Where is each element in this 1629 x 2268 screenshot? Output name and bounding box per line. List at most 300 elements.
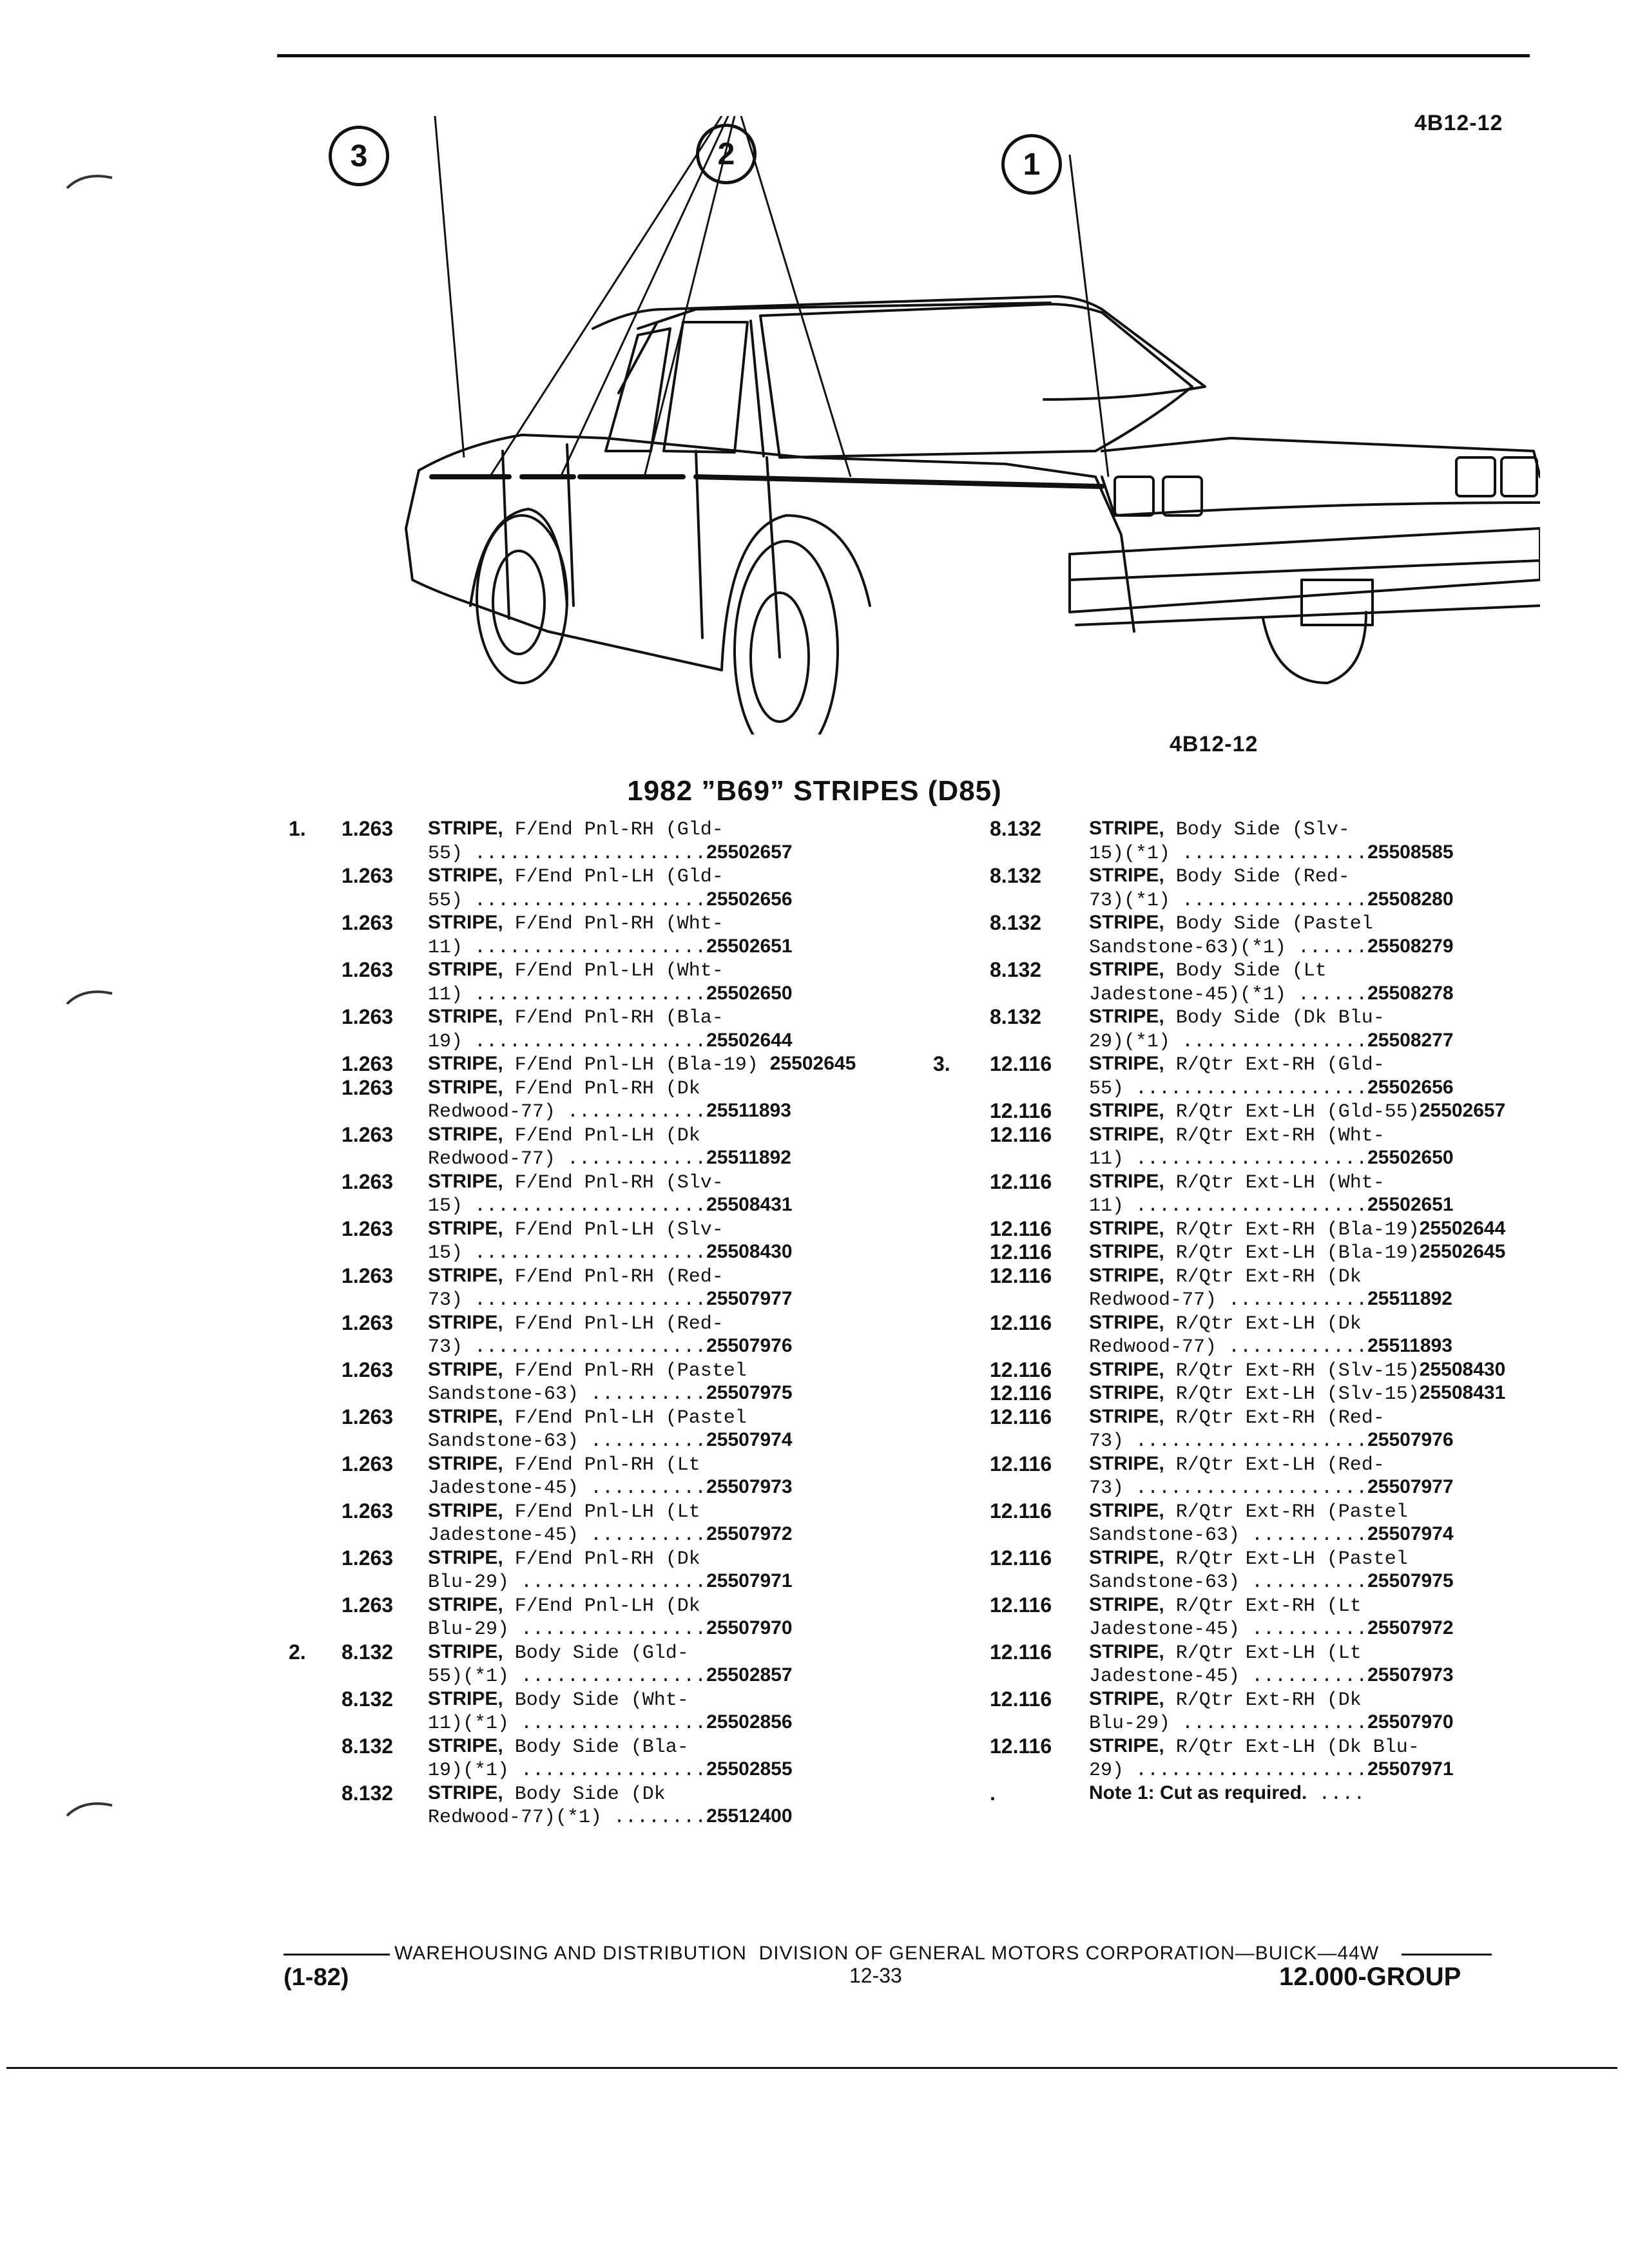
- entry-page-ref: 12.116: [990, 1358, 1052, 1381]
- entry-part-number: 25502857: [706, 1664, 793, 1686]
- entry-keyword: STRIPE,: [428, 1735, 503, 1756]
- footer-date: (1-82): [284, 1964, 349, 1991]
- entry-page-ref: 12.116: [990, 1122, 1052, 1146]
- entry-keyword: STRIPE,: [1089, 959, 1164, 980]
- entry-description: R/Qtr Ext-LH (Slv-15): [1164, 1383, 1420, 1405]
- entry-description: R/Qtr Ext-RH (Slv-15): [1164, 1360, 1420, 1382]
- entry-page-ref: 12.116: [990, 1216, 1052, 1240]
- entry-keyword: STRIPE,: [428, 1217, 503, 1239]
- entry-line: [428, 935, 863, 959]
- entry-keyword: STRIPE,: [1089, 1735, 1164, 1756]
- entry-description: R/Qtr Ext-LH (Red-: [1164, 1454, 1385, 1476]
- side-window-rear: [664, 322, 747, 452]
- entry-line: [428, 1099, 863, 1123]
- entry-line: [428, 1805, 863, 1829]
- entry-line: [428, 1170, 863, 1194]
- entry-description: Blu-29) ................: [428, 1619, 707, 1640]
- entry-part-number: 25508585: [1367, 841, 1454, 863]
- entry-description: Blu-29) ................: [1089, 1713, 1368, 1735]
- entry-page-ref: 1.263: [342, 1122, 394, 1146]
- parts-entry: [284, 1546, 863, 1593]
- entry-line: [428, 888, 863, 912]
- entry-part-number: 25502650: [706, 982, 793, 1004]
- entry-keyword: STRIPE,: [1089, 1123, 1164, 1145]
- entry-page-ref: 1.263: [342, 1005, 394, 1028]
- entry-keyword: STRIPE,: [1089, 1499, 1164, 1521]
- entry-description: F/End Pnl-LH (Lt: [503, 1501, 700, 1523]
- entry-line: [1089, 1711, 1514, 1735]
- entry-line: [428, 911, 863, 935]
- entry-part-number: 25502650: [1367, 1147, 1454, 1168]
- parts-entry: [928, 1593, 1514, 1640]
- parts-entry: [928, 1735, 1514, 1782]
- entry-description: 55) ....................: [428, 889, 707, 912]
- entry-line: [428, 841, 863, 865]
- entry-line: [428, 1240, 863, 1264]
- callout-3: 3: [329, 126, 389, 186]
- entry-page-ref: 8.132: [990, 958, 1042, 981]
- entry-line: [428, 1123, 863, 1147]
- entry-keyword: STRIPE,: [428, 1076, 503, 1098]
- parts-entry: [284, 1217, 863, 1264]
- entry-description: F/End Pnl-LH (Pastel: [503, 1407, 747, 1429]
- entry-part-number: 25507977: [706, 1288, 793, 1309]
- top-rule: [277, 54, 1530, 57]
- entry-line: [1089, 1687, 1514, 1711]
- entry-page-ref: 12.116: [990, 1499, 1052, 1523]
- entry-description: Body Side (Slv-: [1164, 819, 1350, 841]
- entry-line: [1089, 1499, 1514, 1523]
- parts-entry: [928, 1170, 1514, 1217]
- parts-entry: [928, 864, 1514, 911]
- entry-page-ref: 1.263: [342, 1593, 394, 1617]
- entry-keyword: STRIPE,: [1089, 1405, 1164, 1427]
- parts-entry: [284, 1076, 863, 1123]
- entry-page-ref: 1.263: [342, 1405, 394, 1428]
- parts-entry: [928, 1264, 1514, 1311]
- entry-line: [428, 1264, 863, 1288]
- entry-description: F/End Pnl-RH (Wht-: [503, 913, 724, 935]
- parts-entry: [928, 1405, 1514, 1452]
- entry-description: 11) ....................: [1089, 1195, 1368, 1217]
- entry-line: [1089, 1264, 1514, 1288]
- margin-mark-middle: [64, 985, 116, 1010]
- footer-group: 12.000-GROUP: [1279, 1963, 1461, 1991]
- entry-description: R/Qtr Ext-LH (Dk: [1164, 1312, 1362, 1335]
- entry-page-ref: 1.263: [342, 958, 394, 981]
- entry-page-ref: 12.116: [990, 1381, 1052, 1405]
- entry-line: [1089, 1217, 1514, 1241]
- entry-description: R/Qtr Ext-LH (Dk Blu-: [1164, 1736, 1420, 1758]
- entry-line: [1089, 1170, 1514, 1194]
- entry-description: Body Side (Lt: [1164, 960, 1327, 982]
- entry-keyword: STRIPE,: [1089, 1382, 1164, 1403]
- entry-line: [1089, 1664, 1514, 1687]
- entry-description: Sandstone-63) ..........: [1089, 1524, 1368, 1546]
- parts-entry: [928, 958, 1514, 1005]
- entry-line: [1089, 982, 1514, 1006]
- callout-1: 1: [1001, 134, 1062, 195]
- entry-line: [1089, 1640, 1514, 1664]
- entry-line: [428, 1287, 863, 1311]
- margin-mark-top: [64, 169, 116, 195]
- entry-description: F/End Pnl-RH (Dk: [503, 1548, 700, 1570]
- parts-entry: [284, 1640, 863, 1687]
- entry-page-ref: 1.263: [342, 1052, 394, 1075]
- entry-line: [1089, 1546, 1514, 1570]
- parts-entry: [284, 1123, 863, 1170]
- entry-page-ref: 1.263: [342, 1264, 394, 1287]
- rear-wheel: [735, 541, 838, 735]
- entry-page-ref: 8.132: [990, 864, 1042, 887]
- entry-description: 55)(*1) ................: [428, 1666, 707, 1687]
- entry-line: [1089, 1758, 1514, 1782]
- entry-description: F/End Pnl-LH (Gld-: [503, 866, 724, 888]
- entry-description: R/Qtr Ext-LH (Gld-55): [1164, 1101, 1420, 1123]
- entry-description: Sandstone-63)(*1) ......: [1089, 936, 1368, 959]
- entry-part-number: 25502645: [1419, 1241, 1506, 1262]
- entry-line: [1089, 817, 1514, 841]
- entry-keyword: STRIPE,: [428, 1782, 503, 1803]
- entry-keyword: STRIPE,: [1089, 1241, 1164, 1262]
- entry-page-ref: 8.132: [342, 1687, 394, 1711]
- entry-keyword: STRIPE,: [1089, 1264, 1164, 1286]
- entry-description: Body Side (Wht-: [503, 1689, 689, 1711]
- entry-line: [428, 1193, 863, 1217]
- entry-description: 73) ....................: [428, 1336, 707, 1358]
- entry-description: F/End Pnl-RH (Slv-: [503, 1171, 724, 1194]
- entry-description: Redwood-77) ............: [1089, 1289, 1368, 1311]
- entry-keyword: STRIPE,: [428, 865, 503, 886]
- entry-keyword: STRIPE,: [1089, 912, 1164, 933]
- entry-line: [1089, 1240, 1514, 1264]
- entry-page-ref: 12.116: [990, 1405, 1052, 1428]
- entry-keyword: STRIPE,: [1089, 1640, 1164, 1662]
- bottom-rule: [6, 2067, 1617, 2069]
- entry-line: [1089, 1052, 1514, 1076]
- entry-part-number: 25511892: [1367, 1288, 1452, 1309]
- entry-description: 15)(*1) ................: [1089, 842, 1368, 865]
- entry-part-number: 25502856: [706, 1711, 793, 1733]
- entry-line: [1089, 1617, 1514, 1640]
- parts-entry: [928, 1452, 1514, 1499]
- entry-part-number: 25508278: [1367, 982, 1454, 1004]
- entry-part-number: 25512400: [706, 1805, 793, 1827]
- parts-entry: [284, 817, 863, 864]
- entry-part-number: 25502645: [769, 1053, 856, 1074]
- footer-page-number: 12-33: [849, 1964, 902, 1987]
- parts-entry: [928, 1240, 1514, 1264]
- tail-lamp-right: [1456, 457, 1495, 496]
- parts-entry: [284, 958, 863, 1005]
- entry-page-ref: 12.116: [990, 1240, 1052, 1264]
- entry-description: Redwood-77) ............: [1089, 1336, 1368, 1358]
- entry-keyword: STRIPE,: [428, 1405, 503, 1427]
- entry-line: [1089, 1311, 1514, 1335]
- entry-part-number: 25502644: [1419, 1217, 1506, 1239]
- entry-part-number: 25502656: [1367, 1076, 1454, 1098]
- entry-line: [1089, 935, 1514, 959]
- entry-page-ref: 1.263: [342, 1546, 394, 1570]
- entry-keyword: STRIPE,: [428, 1499, 503, 1521]
- entry-description: F/End Pnl-RH (Lt: [503, 1454, 700, 1476]
- entry-description: ....: [1307, 1783, 1365, 1805]
- parts-entry: [284, 1687, 863, 1735]
- entry-keyword: STRIPE,: [428, 1452, 503, 1474]
- entry-line: [1089, 1570, 1514, 1593]
- entry-page-ref: 1.263: [342, 1311, 394, 1334]
- entry-line: [428, 1499, 863, 1523]
- entry-part-number: 25508277: [1367, 1029, 1454, 1051]
- entry-line: [1089, 1475, 1514, 1499]
- entry-description: F/End Pnl-RH (Pastel: [503, 1360, 747, 1382]
- entry-description: F/End Pnl-LH (Dk: [503, 1124, 700, 1147]
- parts-entry: [928, 1546, 1514, 1593]
- entry-page-ref: 1.263: [342, 1075, 394, 1099]
- entry-page-ref: 1.263: [342, 1169, 394, 1193]
- entry-line: [1089, 864, 1514, 888]
- entry-keyword: STRIPE,: [428, 1687, 503, 1709]
- entry-part-number: 25507973: [706, 1476, 793, 1497]
- page-title: 1982 ”B69” STRIPES (D85): [627, 775, 1002, 807]
- entry-line: [428, 982, 863, 1006]
- entry-part-number: 25502651: [1367, 1194, 1454, 1215]
- parts-entry: [928, 1782, 1514, 1805]
- entry-part-number: 25507970: [1367, 1711, 1454, 1733]
- entry-line: [428, 1146, 863, 1170]
- parts-entry: [284, 1264, 863, 1311]
- entry-line: [428, 1593, 863, 1617]
- parts-entry: [928, 1687, 1514, 1735]
- parts-entry: [284, 864, 863, 911]
- entry-description: R/Qtr Ext-RH (Gld-: [1164, 1054, 1385, 1076]
- entry-line: [1089, 1193, 1514, 1217]
- entry-description: Sandstone-63) ..........: [1089, 1571, 1368, 1593]
- entry-keyword: STRIPE,: [428, 818, 503, 839]
- entry-description: 55) ....................: [1089, 1077, 1368, 1100]
- entry-description: 11) ....................: [428, 936, 707, 959]
- entry-page-ref: 12.116: [990, 1546, 1052, 1570]
- parts-entry: [928, 1311, 1514, 1358]
- entry-page-ref: 1.263: [342, 1499, 394, 1523]
- footer-division: WAREHOUSING AND DISTRIBUTION DIVISION OF GENERAL MOTORS CORPORATION—BUICK—44W: [394, 1943, 1380, 1964]
- entry-keyword: STRIPE,: [428, 912, 503, 933]
- entry-line: [428, 1452, 863, 1476]
- entry-page-ref: 12.116: [990, 1640, 1052, 1664]
- entry-part-number: 25507976: [706, 1335, 793, 1356]
- parts-entry: [284, 1005, 863, 1052]
- entry-description: 73)(*1) ................: [1089, 889, 1368, 912]
- entry-keyword: STRIPE,: [1089, 1452, 1164, 1474]
- parts-list-left: [284, 817, 863, 1829]
- entry-part-number: 25508431: [1419, 1382, 1506, 1403]
- entry-description: F/End Pnl-RH (Bla-: [503, 1007, 724, 1029]
- entry-line: [428, 1711, 863, 1735]
- entry-line: [1089, 1381, 1514, 1405]
- entry-page-ref: 12.116: [990, 1099, 1052, 1122]
- entry-page-ref: 8.132: [342, 1640, 394, 1664]
- parts-entry: [284, 1499, 863, 1546]
- entry-keyword: STRIPE,: [1089, 1358, 1164, 1380]
- entry-line: [1089, 1334, 1514, 1358]
- entry-description: 11)(*1) ................: [428, 1713, 707, 1735]
- parts-entry: [928, 1099, 1514, 1123]
- entry-line: [428, 1687, 863, 1711]
- entry-line: [428, 1217, 863, 1241]
- footer-rule-right: [1402, 1954, 1492, 1956]
- entry-index: 1.: [289, 817, 306, 840]
- entry-part-number: 25507971: [1367, 1758, 1454, 1780]
- callout-2: 2: [696, 124, 757, 184]
- entry-page-ref: 12.116: [990, 1452, 1052, 1475]
- entry-line: [1089, 1593, 1514, 1617]
- entry-line: [1089, 1099, 1514, 1123]
- entry-part-number: 25507970: [706, 1617, 793, 1639]
- entry-description: R/Qtr Ext-RH (Dk: [1164, 1689, 1362, 1711]
- entry-description: F/End Pnl-RH (Red-: [503, 1265, 724, 1288]
- parts-entry: [928, 1381, 1514, 1405]
- entry-description: 73) ....................: [428, 1289, 707, 1311]
- entry-keyword: STRIPE,: [1089, 865, 1164, 886]
- entry-part-number: 25502651: [706, 935, 793, 957]
- entry-description: 29)(*1) ................: [1089, 1030, 1368, 1053]
- entry-description: Jadestone-45)(*1) ......: [1089, 983, 1368, 1006]
- entry-keyword: STRIPE,: [1089, 818, 1164, 839]
- parts-entry: [284, 1735, 863, 1782]
- entry-page-ref: 1.263: [342, 1216, 394, 1240]
- entry-description: Redwood-77) ............: [428, 1101, 707, 1123]
- parts-entry: [928, 1499, 1514, 1546]
- entry-description: Sandstone-63) ..........: [428, 1383, 707, 1405]
- entry-index: 3.: [933, 1052, 950, 1075]
- entry-keyword: STRIPE,: [428, 1170, 503, 1192]
- entry-keyword: STRIPE,: [1089, 1100, 1164, 1121]
- car-rear-diagram: [361, 116, 1540, 735]
- entry-line: [1089, 1146, 1514, 1170]
- parts-list-right: [928, 817, 1514, 1805]
- entry-line: [428, 1334, 863, 1358]
- entry-description: Body Side (Dk Blu-: [1164, 1007, 1385, 1029]
- parts-entry: [284, 1170, 863, 1217]
- entry-description: R/Qtr Ext-LH (Wht-: [1164, 1171, 1385, 1194]
- entry-line: [1089, 1005, 1514, 1029]
- entry-description: F/End Pnl-LH (Slv-: [503, 1218, 724, 1241]
- entry-description: Sandstone-63) ..........: [428, 1430, 707, 1452]
- entry-page-ref: 12.116: [990, 1052, 1052, 1075]
- parts-entry: [928, 1640, 1514, 1687]
- entry-description: R/Qtr Ext-RH (Dk: [1164, 1265, 1362, 1288]
- parts-entry: [284, 1452, 863, 1499]
- entry-line: [428, 1381, 863, 1405]
- entry-description: 15) ....................: [428, 1242, 707, 1264]
- entry-page-ref: 1.263: [342, 864, 394, 887]
- entry-description: 11) ....................: [1089, 1148, 1368, 1170]
- entry-line: [428, 1358, 863, 1382]
- parts-entry: [928, 1052, 1514, 1099]
- entry-page-ref: .: [990, 1781, 996, 1805]
- entry-keyword: STRIPE,: [428, 1640, 503, 1662]
- entry-page-ref: 8.132: [990, 817, 1042, 840]
- entry-line: [428, 1546, 863, 1570]
- parts-entry: [928, 817, 1514, 864]
- entry-description: Jadestone-45) ..........: [428, 1477, 707, 1499]
- entry-keyword: STRIPE,: [1089, 1311, 1164, 1333]
- entry-page-ref: 8.132: [990, 1005, 1042, 1028]
- entry-part-number: 25502855: [706, 1758, 793, 1780]
- parts-entry: [284, 1593, 863, 1640]
- entry-line: [428, 864, 863, 888]
- entry-page-ref: 12.116: [990, 1593, 1052, 1617]
- entry-description: Body Side (Gld-: [503, 1642, 689, 1664]
- footer-rule-left: [284, 1954, 390, 1956]
- entry-page-ref: 12.116: [990, 1311, 1052, 1334]
- entry-line: [428, 817, 863, 841]
- entry-line: [1089, 911, 1514, 935]
- figure-code-top: 4B12-12: [1414, 111, 1503, 135]
- entry-part-number: 25508279: [1367, 935, 1454, 957]
- entry-description: R/Qtr Ext-LH (Lt: [1164, 1642, 1362, 1664]
- entry-keyword: STRIPE,: [428, 959, 503, 980]
- entry-keyword: STRIPE,: [1089, 1053, 1164, 1074]
- entry-part-number: 25507971: [706, 1570, 793, 1591]
- side-window-front: [606, 329, 670, 451]
- parts-entry: [928, 1217, 1514, 1241]
- entry-page-ref: 8.132: [342, 1781, 394, 1805]
- entry-line: [1089, 888, 1514, 912]
- entry-page-ref: 12.116: [990, 1734, 1052, 1758]
- entry-description: Jadestone-45) ..........: [428, 1524, 707, 1546]
- entry-part-number: 25508431: [706, 1194, 793, 1215]
- entry-keyword: STRIPE,: [428, 1053, 503, 1074]
- entry-line: [1089, 1029, 1514, 1053]
- parts-entry: [284, 911, 863, 958]
- entry-description: Redwood-77) ............: [428, 1148, 707, 1170]
- entry-line: [428, 1405, 863, 1429]
- entry-description: F/End Pnl-LH (Dk: [503, 1595, 700, 1617]
- entry-part-number: 25502656: [706, 888, 793, 910]
- entry-description: R/Qtr Ext-LH (Pastel: [1164, 1548, 1408, 1570]
- figure-code-bottom: 4B12-12: [1170, 732, 1258, 756]
- entry-description: R/Qtr Ext-RH (Red-: [1164, 1407, 1385, 1429]
- entry-part-number: 25508430: [1419, 1358, 1506, 1380]
- entry-keyword: STRIPE,: [1089, 1687, 1164, 1709]
- entry-part-number: 25508430: [706, 1241, 793, 1262]
- parts-entry: [284, 1358, 863, 1405]
- entry-description: 19)(*1) ................: [428, 1760, 707, 1782]
- entry-description: 29) ....................: [1089, 1760, 1368, 1782]
- entry-page-ref: 1.263: [342, 911, 394, 934]
- entry-description: R/Qtr Ext-RH (Bla-19): [1164, 1218, 1420, 1241]
- entry-description: 55) ....................: [428, 842, 707, 865]
- entry-index: 2.: [289, 1640, 306, 1664]
- entry-keyword: STRIPE,: [428, 1311, 503, 1333]
- entry-line: [428, 1052, 863, 1076]
- entry-keyword: STRIPE,: [1089, 1170, 1164, 1192]
- entry-keyword: STRIPE,: [1089, 1593, 1164, 1615]
- entry-part-number: 25511893: [1367, 1335, 1452, 1356]
- entry-line: [1089, 1782, 1514, 1805]
- parts-entry: [284, 1405, 863, 1452]
- entry-line: [428, 1758, 863, 1782]
- entry-description: Body Side (Bla-: [503, 1736, 689, 1758]
- entry-line: [1089, 1287, 1514, 1311]
- entry-line: [428, 1640, 863, 1664]
- entry-description: F/End Pnl-RH (Gld-: [503, 819, 724, 841]
- entry-part-number: 25511892: [706, 1147, 791, 1168]
- entry-description: 15) ....................: [428, 1195, 707, 1217]
- entry-line: [1089, 1076, 1514, 1100]
- entry-line: [1089, 958, 1514, 982]
